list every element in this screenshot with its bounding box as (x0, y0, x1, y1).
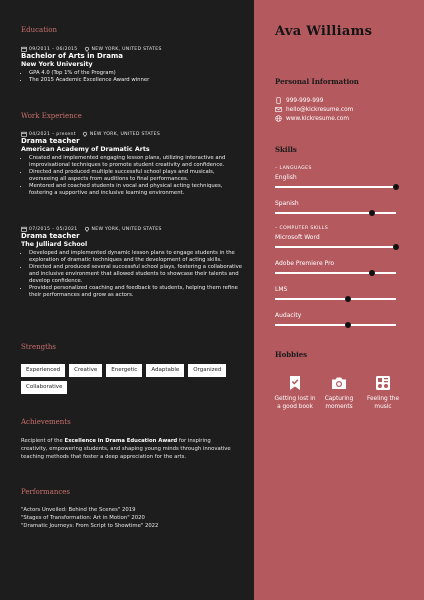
job-bullets (21, 250, 242, 300)
section-title-performances: Performances (21, 488, 71, 496)
skill-name: Audacity (275, 312, 302, 319)
location-pin-icon (82, 131, 88, 137)
contact-email (275, 106, 353, 113)
job-org: The Julliard School (21, 240, 88, 248)
education-degree: Bachelor of Arts in Drama (21, 52, 123, 60)
contact-phone (275, 97, 323, 104)
education-bullets (21, 70, 242, 84)
achievement-text-post: for inspiring creativity, empowering students, and shaping young minds through innovative teaching methods that foster a deep appreciation for the arts. (21, 438, 231, 460)
strength-chip: Energetic (106, 364, 142, 377)
job-title: Drama teacher (21, 137, 80, 145)
email-text[interactable]: hello@kickresume.com (286, 106, 354, 113)
skill-level-marker (345, 322, 351, 328)
achievement-award-name: Excellence in Drama Education Award (64, 438, 178, 444)
strength-chip: Experienced (21, 364, 65, 377)
job-entry-1 (21, 131, 242, 197)
strength-chip: Organized (188, 364, 226, 377)
hobby-reading (273, 375, 317, 411)
performance-item: "Dramatic Journeys: From Script to Showtime" 2022 (21, 523, 159, 529)
hobby-photography (317, 375, 361, 411)
skill-name: Spanish (275, 200, 299, 207)
contact-website (275, 115, 349, 122)
job-dates: 04/2021 – present (29, 131, 76, 137)
achievement-text (21, 437, 238, 461)
skill-level-marker (345, 296, 351, 302)
section-title-work: Work Experience (21, 112, 82, 120)
phone-icon (275, 97, 282, 104)
section-title-strengths: Strengths (21, 343, 56, 351)
skill-bar (275, 186, 396, 188)
candidate-name: Ava Williams (275, 24, 373, 39)
skill-level-marker (369, 270, 375, 276)
music-icon (375, 375, 391, 391)
job-title: Drama teacher (21, 232, 80, 240)
hobby-music (361, 375, 405, 411)
camera-icon (331, 375, 347, 391)
job-dates: 07/2015 – 05/2021 (29, 226, 78, 232)
phone-text: 999-999-999 (286, 97, 324, 104)
job-bullets (21, 155, 242, 198)
education-location: NEW YORK, UNITED STATES (91, 46, 162, 52)
strength-chip: Collaborative (21, 381, 67, 394)
skill-bar (275, 212, 396, 214)
list-item: • Created and implemented engaging lesson plans, utilizing interactive and improvisational techniques to promote student creativity and confidence. (29, 155, 242, 169)
section-title-personal: Personal Information (275, 77, 359, 86)
education-school: New York University (21, 60, 93, 68)
skill-level-marker (393, 244, 399, 250)
strength-chip: Creative (69, 364, 102, 377)
job-entry-2 (21, 226, 242, 299)
hobby-label: Feeling the music (366, 396, 400, 410)
education-entry (21, 46, 242, 84)
job-location: NEW YORK, UNITED STATES (91, 226, 162, 232)
performance-item: "Actors Unveiled: Behind the Scenes" 2019 (21, 507, 136, 513)
skill-name: English (275, 174, 297, 181)
list-item: • The 2015 Academic Excellence Award winner (29, 77, 242, 84)
list-item: • Directed and produced multiple successful school plays and musicals, overseeing all aspects from auditions to final performances. (29, 169, 242, 183)
right-column (254, 0, 424, 600)
website-text[interactable]: www.kickresume.com (286, 115, 349, 122)
section-title-skills: Skills (275, 145, 297, 154)
performance-item: "Stages of Transformation: Art in Motion" 2020 (21, 515, 145, 521)
skill-bar (275, 272, 396, 274)
section-title-hobbies: Hobbies (275, 350, 308, 359)
strength-chip: Adaptable (146, 364, 184, 377)
job-location: NEW YORK, UNITED STATES (89, 131, 161, 137)
job-org: American Academy of Dramatic Arts (21, 145, 150, 153)
location-pin-icon (84, 226, 90, 232)
list-item: • Directed and produced several successful school plays, fostering a collaborative and inclusive environment that allowed students to showcase their talents and develop confidence. (29, 264, 242, 285)
list-item: • GPA 4.0 (Top 1% of the Program) (29, 70, 242, 77)
list-item: • Mentored and coached students in vocal and physical acting techniques, fostering a supportive and inclusive learning environment. (29, 183, 242, 197)
skill-bar (275, 298, 396, 300)
hobby-label: Getting lost in a good book (274, 396, 316, 410)
skill-bar (275, 246, 396, 248)
skill-level-marker (369, 210, 375, 216)
list-item: • Developed and implemented dynamic lesson plans to engage students in the exploration of dramatic techniques and the development of acting skills. (29, 250, 242, 264)
performances-list (21, 506, 242, 530)
skills-computer-label: – COMPUTER SKILLS (275, 226, 329, 231)
globe-icon (275, 115, 282, 122)
list-item: • Provided personalized coaching and feedback to students, helping them refine their performances and grow as actors. (29, 285, 242, 299)
section-title-achievements: Achievements (21, 418, 71, 426)
skill-name: LMS (275, 286, 288, 293)
hobby-label: Capturing moments (324, 396, 354, 410)
skill-bar (275, 324, 396, 326)
skill-level-marker (393, 184, 399, 190)
strengths-list (21, 364, 241, 394)
skill-name: Adobe Premiere Pro (275, 260, 335, 267)
education-dates: 09/2011 – 06/2015 (29, 46, 78, 52)
section-title-education: Education (21, 26, 57, 34)
email-icon (275, 106, 282, 113)
skill-name: Microsoft Word (275, 234, 320, 241)
skills-languages-label: – LANGUAGES (275, 166, 312, 171)
bookmark-check-icon (287, 375, 303, 391)
achievement-text-pre: Recipient of the (21, 438, 65, 444)
